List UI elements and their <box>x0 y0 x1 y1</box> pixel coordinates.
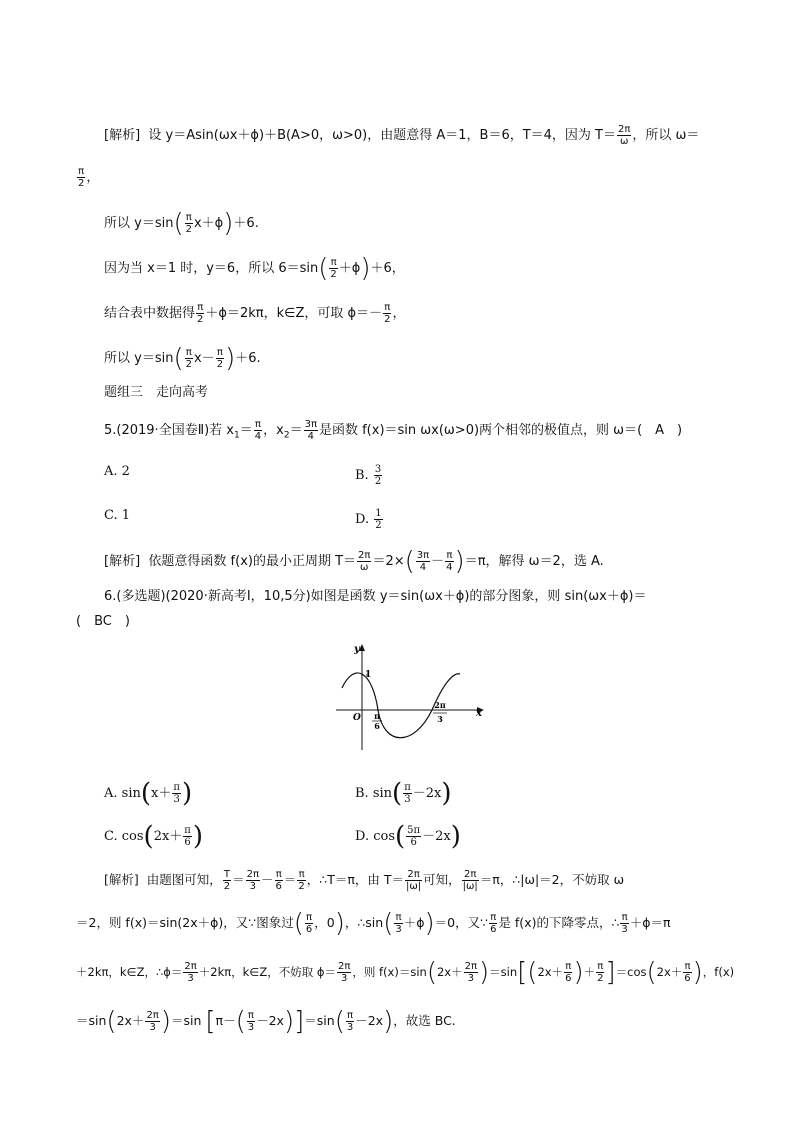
y-axis-label: y <box>354 644 360 655</box>
analysis-line-3: 所以 y＝sin( $\frac{\pi}{2}$ x＋ϕ)＋6. <box>104 208 259 239</box>
x-axis-label: x <box>476 708 482 719</box>
analysis-line-6: 所以 y＝sin( $\frac{\pi}{2}$ x－ $\frac{\pi}{2}$ )＋6. <box>104 343 261 374</box>
analysis-line-2: $\frac{\pi}{2}$ ， <box>78 166 100 189</box>
q6-analysis-line-4: ＝sin(2x＋ $\frac{2\pi}{3}$ )＝sin [π－( $\frac{\pi}{3}$ －2x)]＝sin( $\frac{\pi}{3}$ －2x)，故选 BC. <box>76 1006 456 1037</box>
q6-stem: 6.(多选题)(2020·新高考Ⅰ，10,5分)如图是函数 y＝sin(ωx＋ϕ)的部分图象，则 sin(ωx＋ϕ)＝ <box>104 589 647 604</box>
q6-analysis-line-2: ＝2，则 f(x)＝sin(2x＋ϕ)，又∵图象过( $\frac{\pi}{6}$ ，0)，∴sin( $\frac{\pi}{3}$ ＋ϕ)＝0，又∵ $\frac{\pi}{6}$ 是 f(x)的下降零点，∴ $\frac{\pi}{3}$ ＋ϕ＝π <box>76 908 671 939</box>
origin-label: O <box>353 713 361 723</box>
q5-option-b: B. $\frac{3}{2}$ <box>355 464 382 487</box>
analysis-label: [解析] <box>104 128 141 143</box>
q5-option-a: A. 2 <box>104 464 130 479</box>
q5-option-d: D. $\frac{1}{2}$ <box>355 508 382 531</box>
q5-stem: 5.(2019·全国卷Ⅱ)若 $x_1=$ $\frac{\pi}{4}$ ，$x_2=$ $\frac{3\pi}{4}$ 是函数 f(x)＝sin ωx(ω>0)两个相邻的极值点，则 ω＝( A ) <box>104 419 683 442</box>
q5-answer: A <box>655 423 665 438</box>
section-title: 题组三 走向高考 <box>104 385 209 400</box>
y-axis-arrow <box>359 644 365 651</box>
tick2-num: 2π <box>434 700 446 710</box>
tick1-den: 6 <box>374 721 380 731</box>
q5-option-c: C. 1 <box>104 508 131 523</box>
q5-analysis: [解析] 依题意得函数 f(x)的最小正周期 T＝ $\frac{2\pi}{\omega}$ ＝2×( $\frac{3\pi}{4}$ － $\frac{\pi}{4}$ )＝π，解得 ω＝2，选 A. <box>104 546 604 577</box>
analysis-line-5: 结合表中数据得 $\frac{\pi}{2}$ ＋ϕ＝2kπ，k∈Z，可取 ϕ＝－ $\frac{\pi}{2}$ ， <box>104 302 406 325</box>
sine-graph <box>334 642 494 752</box>
q6-option-d: D. cos( $\frac{5\pi}{6}$ －2x) <box>355 821 461 852</box>
q6-analysis-line-3: ＋2kπ，k∈Z，∴ϕ＝ $\frac{2\pi}{3}$ ＋2kπ，k∈Z，不妨取 ϕ＝ $\frac{2\pi}{3}$ ，则 f(x)＝sin(2x＋ $\frac{2\pi}{3}$ )＝sin[(2x＋ $\frac{\pi}{6}$ )＋ $\frac{\pi}{2}$ ]＝cos(2x＋ $\frac{\pi}{6}$ )，f(x) <box>76 957 735 988</box>
analysis-line-4: 因为当 x＝1 时，y＝6，所以 6＝sin( $\frac{\pi}{2}$ ＋ϕ)＋6， <box>104 253 405 284</box>
q6-analysis-line-1: [解析] 由题图可知， $\frac{T}{2}$ ＝ $\frac{2\pi}{3}$ － $\frac{\pi}{6}$ ＝ $\frac{\pi}{2}$ ，∴T＝π，由 T＝ $\frac{2\pi}{|\omega|}$ 可知， $\frac{2\pi}{|\omega|}$ ＝π，∴|ω|＝2，不妨取 ω <box>104 869 625 892</box>
tick1-num: π <box>374 711 380 721</box>
q6-option-a: A. sin(x＋ $\frac{\pi}{3}$ ) <box>104 778 193 809</box>
q6-option-b: B. sin( $\frac{\pi}{3}$ －2x) <box>355 778 452 809</box>
q6-stem-answer: ( BC ) <box>76 614 130 629</box>
y-tick-label: 1 <box>365 670 372 680</box>
q6-answer: BC <box>94 614 112 629</box>
q6-option-c: C. cos(2x＋ $\frac{\pi}{6}$ ) <box>104 821 204 852</box>
analysis-line-1: [解析] 设 y＝Asin(ωx＋ϕ)＋B(A>0，ω>0)，由题意得 A＝1，B＝6，T＝4，因为 T＝ $\frac{2\pi}{\omega}$ ，所以 ω＝ <box>104 124 700 147</box>
tick2-den: 3 <box>437 714 443 724</box>
fraction: $\frac{2\pi}{\omega}$ <box>618 124 631 147</box>
